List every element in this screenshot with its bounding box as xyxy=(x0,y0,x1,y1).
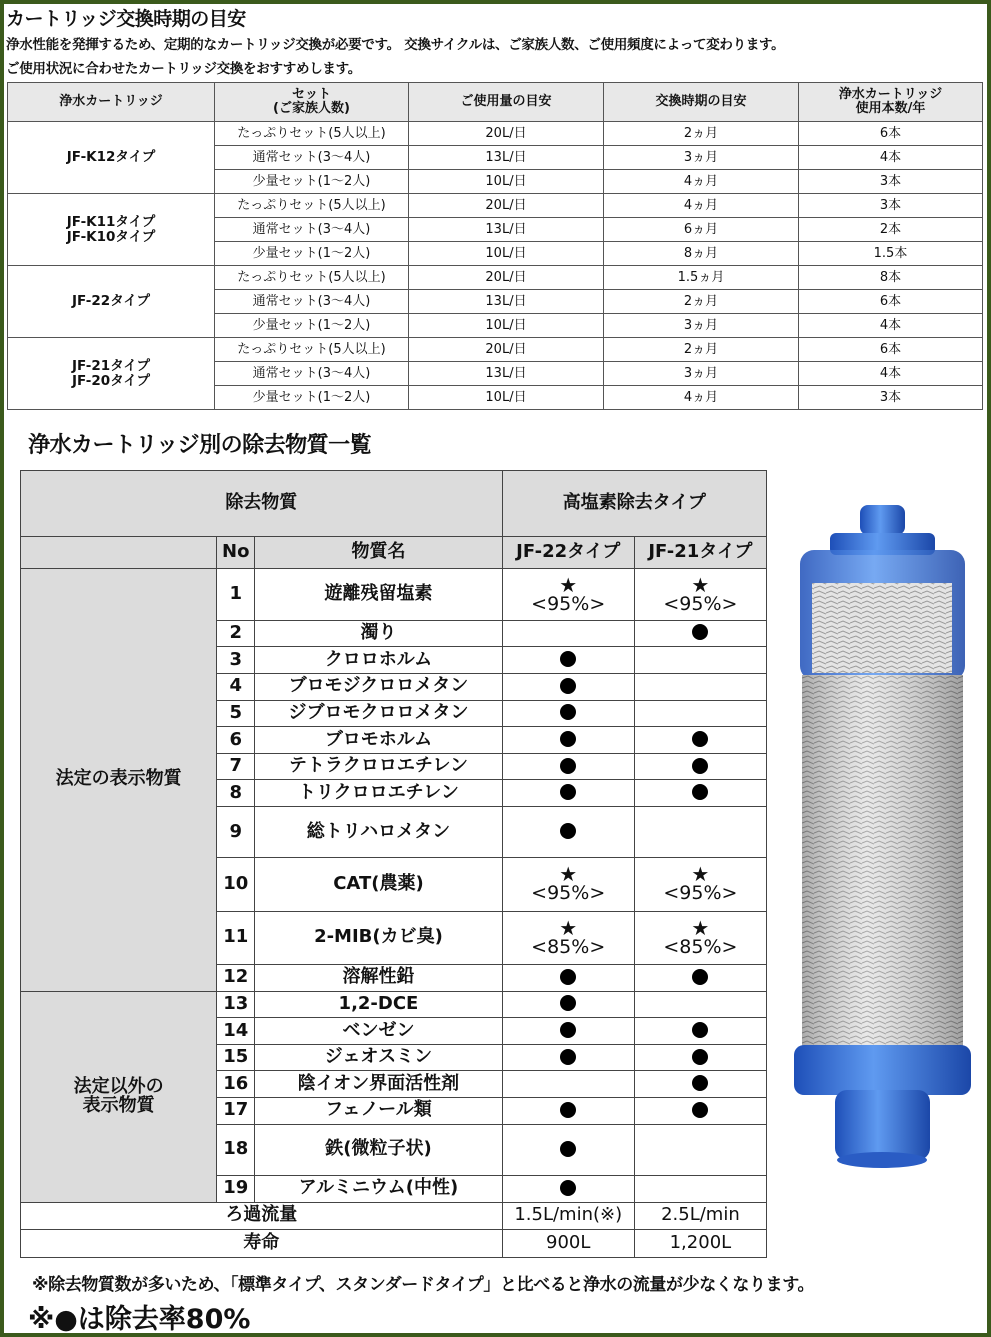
set-cell: 通常セット(3～4人) xyxy=(215,362,409,386)
dot-icon xyxy=(692,624,708,640)
dot-icon xyxy=(692,1075,708,1091)
row-number: 1 xyxy=(217,569,255,620)
jf22-mark xyxy=(502,911,634,964)
dot-icon xyxy=(692,1022,708,1038)
star-icon: ★ xyxy=(559,862,578,887)
row-number: 14 xyxy=(217,1018,255,1045)
set-cell: 少量セット(1～2人) xyxy=(215,242,409,266)
dot-icon xyxy=(560,969,576,985)
usage-cell: 10L/日 xyxy=(409,242,604,266)
life-value-jf21: 1,200L xyxy=(634,1230,766,1258)
substance-name: 2-MIB(カビ臭) xyxy=(255,911,502,964)
jf21-mark xyxy=(634,569,766,620)
interval-cell: 3ヵ月 xyxy=(604,362,799,386)
jf22-mark xyxy=(502,727,634,754)
flow-value-jf21: 2.5L/min xyxy=(634,1202,766,1230)
set-cell: たっぷりセット(5人以上) xyxy=(215,338,409,362)
count-cell: 3本 xyxy=(799,170,983,194)
dot-icon xyxy=(692,1049,708,1065)
jf22-mark xyxy=(502,700,634,727)
row-number: 16 xyxy=(217,1071,255,1098)
star-icon: ★ xyxy=(559,572,578,597)
header-jf21: JF-21タイプ xyxy=(634,536,766,569)
star-icon: ★ xyxy=(691,915,710,940)
dot-icon xyxy=(692,969,708,985)
jf21-mark xyxy=(634,673,766,700)
jf21-mark xyxy=(634,858,766,911)
count-cell: 4本 xyxy=(799,146,983,170)
removal-rate: <85%> xyxy=(663,935,738,958)
row-number: 5 xyxy=(217,700,255,727)
substance-name: CAT(農薬) xyxy=(255,858,502,911)
row-number: 10 xyxy=(217,858,255,911)
table-row xyxy=(8,338,983,362)
interval-cell: 3ヵ月 xyxy=(604,146,799,170)
header-removal-substance: 除去物質 xyxy=(21,471,503,537)
count-cell: 3本 xyxy=(799,386,983,410)
substance-name: 陰イオン界面活性剤 xyxy=(255,1071,502,1098)
interval-cell: 2ヵ月 xyxy=(604,338,799,362)
table-subheader-row xyxy=(21,536,767,569)
usage-cell: 20L/日 xyxy=(409,338,604,362)
flow-value-jf22: 1.5L/min(※) xyxy=(502,1202,634,1230)
jf21-mark xyxy=(634,1098,766,1125)
header-interval: 交換時期の目安 xyxy=(604,83,799,122)
dot-icon xyxy=(560,1102,576,1118)
row-number: 4 xyxy=(217,673,255,700)
row-number: 2 xyxy=(217,620,255,647)
interval-cell: 4ヵ月 xyxy=(604,386,799,410)
set-cell: たっぷりセット(5人以上) xyxy=(215,266,409,290)
row-number: 18 xyxy=(217,1124,255,1175)
table-row xyxy=(8,122,983,146)
table-row xyxy=(8,194,983,218)
substance-name: 鉄(微粒子状) xyxy=(255,1124,502,1175)
footnote-flow: ※除去物質数が多いため、「標準タイプ、スタンダードタイプ」と比べると浄水の流量が少なくなります。 xyxy=(32,1275,815,1295)
jf22-mark xyxy=(502,1018,634,1045)
jf21-mark xyxy=(634,727,766,754)
substance-name: フェノール類 xyxy=(255,1098,502,1125)
interval-cell: 1.5ヵ月 xyxy=(604,266,799,290)
flow-label: ろ過流量 xyxy=(21,1202,503,1230)
jf22-mark xyxy=(502,753,634,780)
jf21-mark xyxy=(634,620,766,647)
substance-name: ジブロモクロロメタン xyxy=(255,700,502,727)
removal-substance-table xyxy=(20,470,767,1258)
set-cell: 少量セット(1～2人) xyxy=(215,170,409,194)
table-header-row xyxy=(21,471,767,537)
jf21-mark xyxy=(634,700,766,727)
substance-name: テトラクロロエチレン xyxy=(255,753,502,780)
set-cell: 通常セット(3～4人) xyxy=(215,218,409,242)
header-no: No xyxy=(217,536,255,569)
header-cartridge: 浄水カートリッジ xyxy=(8,83,215,122)
jf21-mark xyxy=(634,1071,766,1098)
star-icon: ★ xyxy=(691,862,710,887)
interval-cell: 2ヵ月 xyxy=(604,290,799,314)
jf21-mark xyxy=(634,911,766,964)
substance-name: ブロモジクロロメタン xyxy=(255,673,502,700)
jf22-mark xyxy=(502,858,634,911)
substance-name: 濁り xyxy=(255,620,502,647)
usage-cell: 10L/日 xyxy=(409,314,604,338)
interval-cell: 4ヵ月 xyxy=(604,194,799,218)
usage-cell: 13L/日 xyxy=(409,362,604,386)
jf22-mark xyxy=(502,569,634,620)
header-substance-name: 物質名 xyxy=(255,536,502,569)
usage-cell: 20L/日 xyxy=(409,266,604,290)
header-blank xyxy=(21,536,217,569)
jf22-mark xyxy=(502,620,634,647)
dot-icon xyxy=(560,731,576,747)
row-number: 12 xyxy=(217,964,255,991)
usage-cell: 10L/日 xyxy=(409,170,604,194)
intro-text-line1: 浄水性能を発揮するため、定期的なカートリッジ交換が必要です。 交換サイクルは、ご家族人数、ご使用頻度によって変わります。 xyxy=(6,37,785,53)
dot-icon xyxy=(560,784,576,800)
jf22-mark xyxy=(502,780,634,807)
usage-cell: 13L/日 xyxy=(409,146,604,170)
dot-icon xyxy=(560,823,576,839)
replacement-schedule-table xyxy=(7,82,983,410)
dot-icon xyxy=(560,651,576,667)
jf22-mark xyxy=(502,807,634,858)
count-cell: 6本 xyxy=(799,290,983,314)
jf22-mark xyxy=(502,1044,634,1071)
row-number: 8 xyxy=(217,780,255,807)
usage-cell: 20L/日 xyxy=(409,194,604,218)
cartridge-type-cell: JF-22タイプ xyxy=(8,266,215,338)
substance-name: 1,2-DCE xyxy=(255,991,502,1018)
interval-cell: 2ヵ月 xyxy=(604,122,799,146)
substance-name: クロロホルム xyxy=(255,647,502,674)
interval-cell: 6ヵ月 xyxy=(604,218,799,242)
header-set: セット (ご家族人数) xyxy=(215,83,409,122)
substance-name: アルミニウム(中性) xyxy=(255,1175,502,1202)
flow-row xyxy=(21,1202,767,1230)
removal-rate: <95%> xyxy=(531,882,606,905)
substance-name: ブロモホルム xyxy=(255,727,502,754)
jf21-mark xyxy=(634,991,766,1018)
dot-icon xyxy=(692,1102,708,1118)
cartridge-type-cell: JF-K12タイプ xyxy=(8,122,215,194)
row-number: 11 xyxy=(217,911,255,964)
jf22-mark xyxy=(502,1175,634,1202)
cartridge-type-cell: JF-21タイプ JF-20タイプ xyxy=(8,338,215,410)
count-cell: 3本 xyxy=(799,194,983,218)
life-value-jf22: 900L xyxy=(502,1230,634,1258)
row-number: 3 xyxy=(217,647,255,674)
header-usage: ご使用量の目安 xyxy=(409,83,604,122)
usage-cell: 13L/日 xyxy=(409,218,604,242)
row-number: 13 xyxy=(217,991,255,1018)
jf21-mark xyxy=(634,807,766,858)
usage-cell: 13L/日 xyxy=(409,290,604,314)
jf22-mark xyxy=(502,647,634,674)
table-row xyxy=(21,569,767,620)
jf21-mark xyxy=(634,753,766,780)
row-number: 7 xyxy=(217,753,255,780)
dot-icon xyxy=(560,995,576,1011)
dot-icon xyxy=(560,758,576,774)
intro-text-line2: ご使用状況に合わせたカートリッジ交換をおすすめします。 xyxy=(6,61,361,77)
count-cell: 2本 xyxy=(799,218,983,242)
jf22-mark xyxy=(502,1124,634,1175)
dot-icon xyxy=(692,784,708,800)
usage-cell: 20L/日 xyxy=(409,122,604,146)
substance-name: 遊離残留塩素 xyxy=(255,569,502,620)
set-cell: たっぷりセット(5人以上) xyxy=(215,122,409,146)
header-count: 浄水カートリッジ 使用本数/年 xyxy=(799,83,983,122)
life-label: 寿命 xyxy=(21,1230,503,1258)
set-cell: 少量セット(1～2人) xyxy=(215,386,409,410)
dot-icon xyxy=(560,704,576,720)
set-cell: 通常セット(3～4人) xyxy=(215,290,409,314)
interval-cell: 8ヵ月 xyxy=(604,242,799,266)
jf21-mark xyxy=(634,647,766,674)
group-legal: 法定の表示物質 xyxy=(21,569,217,991)
jf21-mark xyxy=(634,1018,766,1045)
table-header-row xyxy=(8,83,983,122)
substance-name: 溶解性鉛 xyxy=(255,964,502,991)
removal-rate: <95%> xyxy=(663,592,738,615)
dot-icon xyxy=(560,678,576,694)
set-cell: たっぷりセット(5人以上) xyxy=(215,194,409,218)
jf21-mark xyxy=(634,1175,766,1202)
interval-cell: 3ヵ月 xyxy=(604,314,799,338)
set-cell: 通常セット(3～4人) xyxy=(215,146,409,170)
dot-icon xyxy=(692,731,708,747)
header-jf22: JF-22タイプ xyxy=(502,536,634,569)
cartridge-type-cell: JF-K11タイプ JF-K10タイプ xyxy=(8,194,215,266)
dot-icon xyxy=(560,1049,576,1065)
star-icon: ★ xyxy=(559,915,578,940)
jf21-mark xyxy=(634,1124,766,1175)
dot-icon xyxy=(560,1180,576,1196)
dot-icon xyxy=(560,1141,576,1157)
interval-cell: 4ヵ月 xyxy=(604,170,799,194)
jf22-mark xyxy=(502,673,634,700)
substance-name: 総トリハロメタン xyxy=(255,807,502,858)
jf22-mark xyxy=(502,991,634,1018)
jf21-mark xyxy=(634,1044,766,1071)
count-cell: 6本 xyxy=(799,338,983,362)
group-non-legal: 法定以外の 表示物質 xyxy=(21,991,217,1202)
dot-icon xyxy=(692,758,708,774)
table-row xyxy=(8,266,983,290)
section-title-replacement: カートリッジ交換時期の目安 xyxy=(6,8,246,30)
substance-name: ベンゼン xyxy=(255,1018,502,1045)
star-icon: ★ xyxy=(691,572,710,597)
life-row xyxy=(21,1230,767,1258)
jf22-mark xyxy=(502,1071,634,1098)
substance-name: ジェオスミン xyxy=(255,1044,502,1071)
jf22-mark xyxy=(502,1098,634,1125)
count-cell: 1.5本 xyxy=(799,242,983,266)
count-cell: 6本 xyxy=(799,122,983,146)
jf21-mark xyxy=(634,780,766,807)
count-cell: 8本 xyxy=(799,266,983,290)
table-row xyxy=(21,991,767,1018)
section-title-removal: 浄水カートリッジ別の除去物質一覧 xyxy=(28,433,372,458)
removal-rate: <95%> xyxy=(663,882,738,905)
removal-rate: <85%> xyxy=(531,935,606,958)
jf22-mark xyxy=(502,964,634,991)
usage-cell: 10L/日 xyxy=(409,386,604,410)
row-number: 6 xyxy=(217,727,255,754)
count-cell: 4本 xyxy=(799,314,983,338)
substance-name: トリクロロエチレン xyxy=(255,780,502,807)
dot-icon xyxy=(560,1022,576,1038)
count-cell: 4本 xyxy=(799,362,983,386)
removal-rate: <95%> xyxy=(531,592,606,615)
footnote-dot-meaning: ※●は除去率80% xyxy=(28,1304,251,1335)
cartridge-image xyxy=(790,505,975,1170)
row-number: 17 xyxy=(217,1098,255,1125)
row-number: 9 xyxy=(217,807,255,858)
header-high-chlorine-type: 高塩素除去タイプ xyxy=(502,471,766,537)
jf21-mark xyxy=(634,964,766,991)
set-cell: 少量セット(1～2人) xyxy=(215,314,409,338)
row-number: 19 xyxy=(217,1175,255,1202)
row-number: 15 xyxy=(217,1044,255,1071)
